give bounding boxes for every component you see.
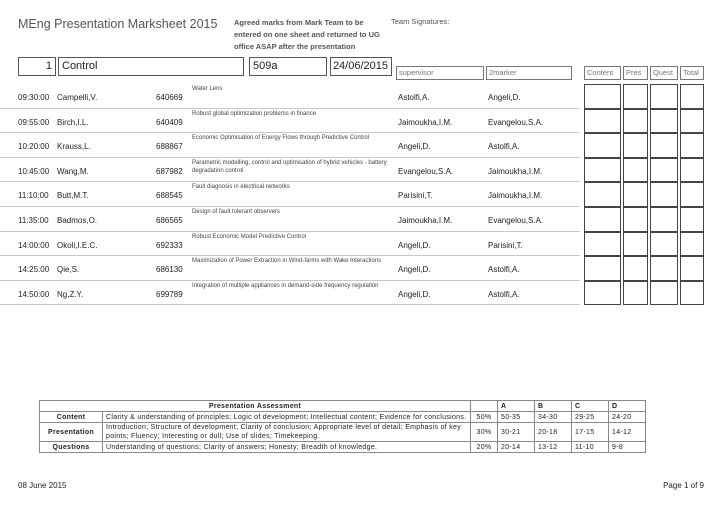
quest-score-box[interactable] [650, 158, 678, 183]
grade-range: 29-25 [572, 412, 609, 423]
table-row [0, 182, 720, 207]
student-name: Qie,S. [57, 265, 80, 275]
second-marker-name: Angeli,D. [488, 93, 521, 102]
project-title: Parametric modelling, control and optimisation of hybrid vehicles - battery degradation control [192, 159, 387, 174]
criterion-description: Introduction; Structure of development; Clarity of conclusion; Appropriate level of detail; Emphasis of key points; Fluency; Interesting or dull; Use of slides; Timekeeping. [103, 423, 471, 442]
student-name: Badmos,O. [57, 216, 98, 225]
criterion-label: Questions [40, 442, 103, 453]
quest-column-header: Quest [650, 66, 678, 80]
criterion-description: Clarity & understanding of principles; Logic of development; Intellectual content; Evidence for conclusions. [103, 412, 471, 423]
supervisor-name: Jaimoukha,I.M. [398, 216, 453, 225]
grade-range: 17-15 [572, 423, 609, 442]
quest-score-box[interactable] [650, 109, 678, 134]
student-name: Ng,Z.Y. [57, 289, 84, 299]
quest-score-box[interactable] [650, 84, 678, 109]
student-name: Wang,M. [57, 166, 89, 176]
grade-header-a: A [498, 401, 535, 412]
assessment-table [39, 400, 646, 453]
student-id: 640409 [156, 117, 183, 127]
assessment-row-presentation [40, 423, 646, 442]
content-score-box[interactable] [584, 158, 621, 183]
total-score-box[interactable] [680, 133, 704, 158]
student-name: Birch,I.L. [57, 117, 89, 127]
grade-range: 34-30 [535, 412, 572, 423]
quest-score-box[interactable] [650, 182, 678, 207]
supervisor-name: Jaimoukha,I.M. [398, 117, 453, 127]
pres-score-box[interactable] [623, 158, 648, 183]
total-score-box[interactable] [680, 158, 704, 183]
agreed-marks-note: Agreed marks from Mark Team to be entered on one sheet and returned to UG office ASAP after the presentation [234, 18, 380, 51]
row-divider [0, 304, 580, 305]
student-id: 686565 [156, 216, 183, 225]
table-row [0, 207, 720, 232]
content-score-box[interactable] [584, 133, 621, 158]
pres-score-box[interactable] [623, 256, 648, 281]
content-score-box[interactable] [584, 84, 621, 109]
project-title: Water Lens [192, 86, 223, 92]
grade-range: 20-18 [535, 423, 572, 442]
project-title: Maximization of Power Extraction in Wind-farms with Wake Interactions [192, 258, 382, 265]
supervisor-name: Angeli,D. [398, 289, 431, 299]
presentation-time: 10:20:00 [18, 142, 50, 152]
presentation-time: 14:25:00 [18, 265, 50, 275]
project-title: Robust global optimization problems in finance [192, 110, 317, 117]
content-score-box[interactable] [584, 256, 621, 281]
content-score-box[interactable] [584, 207, 621, 232]
second-marker-name: Astolfi,A. [488, 265, 520, 275]
supervisor-name: Angeli,D. [398, 142, 431, 152]
criterion-weight: 50% [471, 412, 498, 423]
second-marker-name: Parisini,T. [488, 240, 523, 250]
session-name-field[interactable]: Control [58, 57, 244, 76]
quest-score-box[interactable] [650, 207, 678, 232]
student-name: Okoli,I.E.C. [57, 240, 98, 250]
quest-score-box[interactable] [650, 281, 678, 306]
total-score-box[interactable] [680, 182, 704, 207]
table-row [0, 133, 720, 158]
table-row [0, 256, 720, 281]
pres-column-header: Pres [623, 66, 648, 80]
criterion-description: Understanding of questions; Clarity of answers; Honesty; Breadth of knowledge. [103, 442, 471, 453]
total-score-box[interactable] [680, 84, 704, 109]
criterion-weight: 20% [471, 442, 498, 453]
supervisor-column-header: supervisor [396, 66, 484, 80]
grade-range: 11-10 [572, 442, 609, 453]
presentation-time: 14:50:00 [18, 289, 50, 299]
presentation-time: 11:35:00 [18, 216, 49, 225]
presentation-time: 09:55:00 [18, 117, 50, 127]
content-score-box[interactable] [584, 182, 621, 207]
grade-header-d: D [609, 401, 646, 412]
assessment-row-content [40, 412, 646, 423]
session-date-field[interactable]: 24/06/2015 [330, 57, 392, 76]
pres-score-box[interactable] [623, 207, 648, 232]
criterion-label: Presentation [40, 423, 103, 442]
second-marker-name: Jaimoukha,I.M. [488, 166, 543, 176]
total-column-header: Total [680, 66, 704, 80]
presentation-time: 11:10:00 [18, 191, 49, 201]
student-name: Krauss,L. [57, 142, 91, 152]
project-title: Integration of multiple appliances in demand-side frequency regulation [192, 282, 379, 289]
grade-range: 14-12 [609, 423, 646, 442]
table-row [0, 158, 720, 183]
supervisor-name: Angeli,D. [398, 240, 431, 250]
total-score-box[interactable] [680, 232, 704, 257]
content-score-box[interactable] [584, 109, 621, 134]
pres-score-box[interactable] [623, 281, 648, 306]
page-title: MEng Presentation Marksheet 2015 [18, 17, 218, 31]
room-field[interactable]: 509a [249, 57, 327, 76]
student-id: 688867 [156, 142, 183, 152]
student-id: 686130 [156, 265, 183, 275]
content-score-box[interactable] [584, 281, 621, 306]
grade-range: 24-20 [609, 412, 646, 423]
presentation-time: 09:30:00 [18, 93, 50, 102]
table-row [0, 232, 720, 257]
pres-score-box[interactable] [623, 109, 648, 134]
grade-range: 20-14 [498, 442, 535, 453]
project-title: Robust Economic Model Predictive Control [192, 233, 307, 240]
footer-date: 08 June 2015 [18, 481, 67, 490]
supervisor-name: Parisini,T. [398, 191, 433, 201]
quest-score-box[interactable] [650, 232, 678, 257]
table-row [0, 281, 720, 306]
grade-range: 9-8 [609, 442, 646, 453]
pres-score-box[interactable] [623, 133, 648, 158]
criterion-weight: 30% [471, 423, 498, 442]
second-marker-column-header: 2marker [486, 66, 572, 80]
criterion-label: Content [40, 412, 103, 423]
quest-score-box[interactable] [650, 133, 678, 158]
student-name: Butt,M.T. [57, 191, 89, 201]
second-marker-name: Evangelou,S.A. [488, 117, 544, 127]
assessment-row-questions [40, 442, 646, 453]
second-marker-name: Evangelou,S.A. [488, 216, 544, 225]
second-marker-name: Astolfi,A. [488, 142, 520, 152]
presentation-time: 14:00:00 [18, 240, 50, 250]
table-row [0, 109, 720, 134]
total-score-box[interactable] [680, 109, 704, 134]
second-marker-name: Astolfi,A. [488, 289, 520, 299]
grade-range: 13-12 [535, 442, 572, 453]
footer-page-number: Page 1 of 9 [663, 481, 704, 490]
total-score-box[interactable] [680, 207, 704, 232]
student-id: 688545 [156, 191, 183, 201]
session-number-field[interactable]: 1 [18, 57, 56, 76]
grade-header-b: B [535, 401, 572, 412]
pres-score-box[interactable] [623, 182, 648, 207]
grade-range: 30-21 [498, 423, 535, 442]
project-title: Fault diagnosis in electrical networks [192, 184, 290, 191]
student-id: 640669 [156, 93, 183, 102]
total-score-box[interactable] [680, 281, 704, 306]
student-name: Campelli,V. [57, 93, 98, 102]
pres-score-box[interactable] [623, 84, 648, 109]
second-marker-name: Jaimoukha,I.M. [488, 191, 543, 201]
quest-score-box[interactable] [650, 256, 678, 281]
supervisor-name: Evangelou,S.A. [398, 166, 454, 176]
assessment-heading: Presentation Assessment [40, 401, 471, 412]
team-signatures-label: Team Signatures: [391, 17, 450, 26]
grade-header-c: C [572, 401, 609, 412]
student-id: 699789 [156, 289, 183, 299]
grade-range: 50-35 [498, 412, 535, 423]
total-score-box[interactable] [680, 256, 704, 281]
student-id: 692333 [156, 240, 183, 250]
content-score-box[interactable] [584, 232, 621, 257]
student-id: 687982 [156, 166, 183, 176]
project-title: Design of fault tolerant observers [192, 209, 281, 215]
supervisor-name: Astolfi,A. [398, 93, 430, 102]
project-title: Economic Optimisation of Energy Flows through Predictive Control [192, 135, 370, 142]
presentation-time: 10:45:00 [18, 166, 50, 176]
content-column-header: Content [584, 66, 621, 80]
supervisor-name: Angeli,D. [398, 265, 431, 275]
table-row [0, 84, 720, 109]
pres-score-box[interactable] [623, 232, 648, 257]
